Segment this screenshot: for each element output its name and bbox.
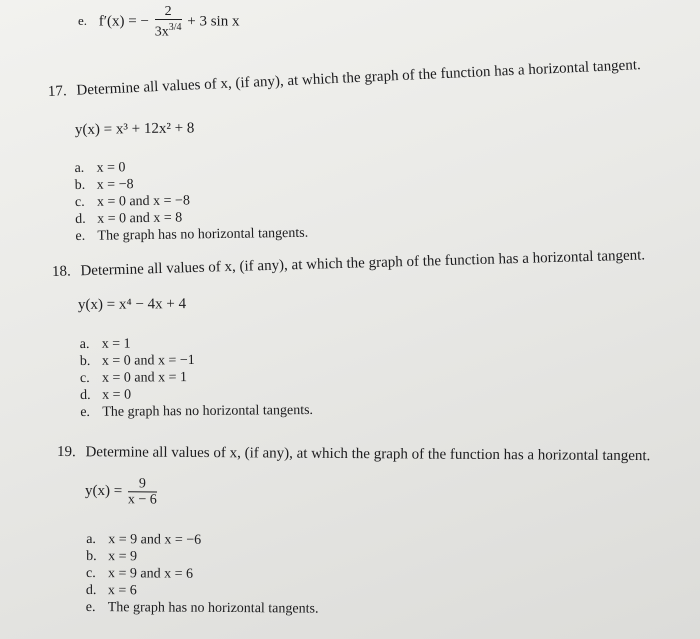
option-letter: d.	[85, 582, 97, 599]
option-letter: c.	[85, 566, 96, 582]
question-18-options	[80, 334, 313, 421]
option-letter: d.	[80, 387, 91, 403]
part-e-frac-num: 2	[155, 4, 182, 20]
part-e-fraction	[155, 4, 182, 40]
option-text: x = 0 and x = −8	[96, 193, 190, 210]
option-letter: c.	[79, 370, 90, 386]
option-text: The graph has no horizontal tangents.	[107, 600, 319, 617]
question-19-eq-lhs: y(x) =	[84, 482, 123, 500]
question-18-number: 18.	[51, 263, 71, 280]
question-17-options	[74, 157, 308, 245]
option-text: x = 0	[96, 160, 126, 176]
option-17-e[interactable]	[75, 225, 308, 245]
option-letter: e.	[80, 404, 91, 420]
option-letter: a.	[86, 532, 97, 548]
option-letter: d.	[75, 211, 86, 227]
option-19-a[interactable]	[86, 531, 319, 550]
option-letter: b.	[86, 549, 97, 565]
option-text: x = 0 and x = 8	[97, 210, 183, 227]
option-letter: a.	[79, 336, 90, 353]
option-letter: e.	[85, 599, 96, 616]
option-letter: b.	[74, 177, 86, 194]
question-19-title	[57, 444, 650, 465]
question-17-prompt: Determine all values of x, (if any), at which the graph of the function has a horizontal tangent.	[76, 57, 642, 99]
part-e-frac-den: 3x	[154, 24, 169, 40]
option-text: x = 9 and x = 6	[107, 566, 194, 582]
option-19-d[interactable]	[86, 582, 319, 601]
option-text: x = 6	[107, 583, 137, 599]
part-e-rest: + 3 sin x	[187, 13, 240, 30]
option-18-d[interactable]	[80, 385, 313, 404]
part-e-frac-den-exp: 3/4	[168, 22, 182, 33]
option-text: x = 9	[108, 549, 138, 565]
part-e-lhs: f′(x) = −	[98, 13, 149, 30]
option-letter: a.	[74, 160, 85, 177]
question-19-prompt: Determine all values of x, (if any), at which the graph of the function has a horizontal tangent.	[85, 444, 651, 465]
option-19-c[interactable]	[86, 565, 319, 584]
option-19-b[interactable]	[86, 548, 319, 567]
question-19-equation	[85, 476, 159, 508]
option-text: x = 1	[101, 336, 131, 352]
option-18-e[interactable]	[80, 402, 313, 421]
question-19-frac-num: 9	[128, 476, 157, 492]
question-19-frac-den: x − 6	[127, 492, 157, 508]
option-letter: c.	[74, 194, 85, 210]
question-18-title	[52, 247, 646, 281]
question-19-options	[86, 531, 319, 618]
option-18-a[interactable]	[80, 334, 313, 353]
option-text: The graph has no horizontal tangents.	[102, 402, 314, 420]
option-text: x = 9 and x = −6	[108, 532, 202, 548]
option-18-b[interactable]	[80, 351, 313, 370]
option-text: x = 0 and x = −1	[101, 352, 195, 369]
question-17-title	[48, 57, 641, 101]
option-19-e[interactable]	[86, 599, 319, 618]
part-e-line	[78, 4, 239, 40]
option-letter: e.	[75, 228, 86, 244]
question-19-number: 19.	[56, 444, 76, 461]
question-18-equation: y(x) = x⁴ − 4x + 4	[77, 296, 187, 313]
option-text: The graph has no horizontal tangents.	[97, 225, 309, 244]
option-text: x = −8	[96, 177, 134, 193]
option-text: x = 0 and x = 1	[101, 370, 188, 386]
option-18-c[interactable]	[80, 368, 313, 387]
option-letter: b.	[79, 353, 91, 370]
question-19-fraction	[128, 476, 157, 507]
option-text: x = 0	[102, 387, 132, 403]
part-e-letter: e.	[78, 13, 88, 29]
question-18-prompt: Determine all values of x, (if any), at which the graph of the function has a horizontal tangent.	[80, 247, 646, 280]
question-17-equation: y(x) = x³ + 12x² + 8	[74, 120, 195, 138]
question-17-number: 17.	[47, 83, 68, 100]
